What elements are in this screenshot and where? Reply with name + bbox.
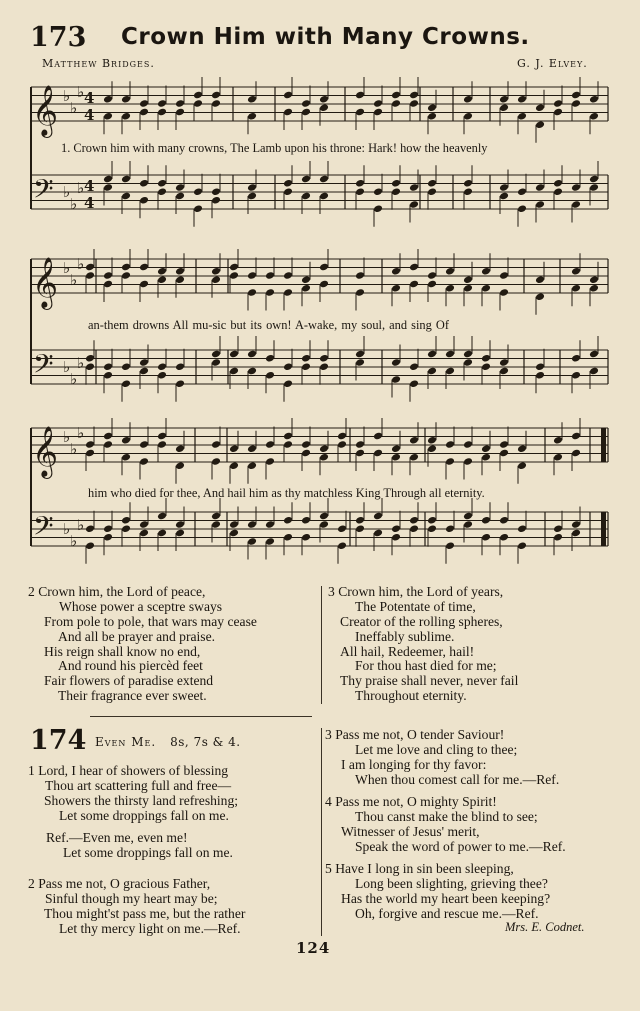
verse-line: Speak the word of power to me.—Ref. <box>355 838 566 854</box>
flat-icon: ♭ <box>63 183 71 201</box>
hymn-174-verse-5 <box>325 862 550 922</box>
verse-line: Long been slighting, grieving thee? <box>355 875 548 891</box>
bass-clef-icon: 𝄢 <box>33 173 54 211</box>
flat-icon: ♭ <box>63 259 71 277</box>
flat-icon: ♭ <box>70 532 78 550</box>
hymn-173-verse-2 <box>28 585 257 704</box>
verse-line: All hail, Redeemer, hail! <box>340 643 475 659</box>
hymn-174-refrain <box>46 831 233 861</box>
flat-icon: ♭ <box>63 87 71 105</box>
verse-line: Fair flowers of paradise extend <box>44 673 214 689</box>
column-divider <box>321 586 322 704</box>
flat-icon: ♭ <box>77 179 85 197</box>
verse-line: Throughout eternity. <box>355 688 467 704</box>
flat-icon: ♭ <box>77 354 85 372</box>
flat-icon: ♭ <box>63 428 71 446</box>
flat-icon: ♭ <box>77 83 85 101</box>
verse-line: Thou canst make the blind to see; <box>355 808 538 824</box>
verse-line: From pole to pole, that wars may cease <box>44 613 257 629</box>
hymn-174-meta <box>95 735 241 749</box>
bass-clef-icon: 𝄢 <box>33 348 54 386</box>
verse-line: The Potentate of time, <box>355 598 476 614</box>
lyrics-line-2: an-them drowns All mu-sic but its own! A-wake, my soul, and sing Of <box>88 318 449 332</box>
verse-line: Ineffably sublime. <box>355 628 455 644</box>
verse-line: Their fragrance ever sweet. <box>58 688 207 704</box>
verse-line: Thou might'st pass me, but the rather <box>44 905 246 921</box>
flat-icon: ♭ <box>63 358 71 376</box>
verse-line: 2 Pass me not, O gracious Father, <box>28 876 211 891</box>
flat-icon: ♭ <box>77 424 85 442</box>
flat-icon: ♭ <box>70 370 78 388</box>
treble-clef-icon: 𝄞 <box>32 426 59 477</box>
flat-icon: ♭ <box>70 271 78 289</box>
verse-line: 3 Pass me not, O tender Saviour! <box>325 727 505 742</box>
verse-line: Oh, forgive and rescue me.—Ref. <box>355 905 539 921</box>
verse-line: Let thy mercy light on me.—Ref. <box>59 920 241 936</box>
verse-line: 4 Pass me not, O mighty Spirit! <box>325 794 497 809</box>
hymn-174-verse-2 <box>28 877 245 937</box>
music-credit: G. J. Elvey. <box>517 57 588 70</box>
verse-line: Thy praise shall never, never fail <box>340 673 519 689</box>
verse-line: Thou art scattering full and free— <box>45 777 232 793</box>
final-bar <box>601 512 606 546</box>
verse-line: His reign shall know no end, <box>44 643 201 659</box>
hymn-173-verse-3 <box>328 585 518 704</box>
hymn-174-number: 174 <box>30 725 87 756</box>
flat-icon: ♭ <box>70 195 78 213</box>
verse-line: 2 Crown him, the Lord of peace, <box>28 584 206 599</box>
verse-line: Sinful though my heart may be; <box>45 890 218 906</box>
verse-line: Has the world my heart been keeping? <box>341 890 551 906</box>
bass-clef-icon: 𝄢 <box>33 510 54 548</box>
treble-clef-icon: 𝄞 <box>32 85 59 136</box>
verse-line: When thou comest call for me.—Ref. <box>355 771 560 787</box>
lyrics-line-3: him who died for thee, And hail him as thy matchless King Through all eternity. <box>88 486 485 500</box>
verse-line: Let some droppings fall on me. <box>63 844 233 860</box>
verse-line: For thou hast died for me; <box>355 658 497 674</box>
verse-line: 5 Have I long in sin been sleeping, <box>325 861 514 876</box>
verse-line: Let some droppings fall on me. <box>59 807 229 823</box>
treble-clef-icon: 𝄞 <box>32 257 59 308</box>
time-signature-numerator: 4 <box>84 177 95 195</box>
verse-line: Let me love and cling to thee; <box>355 741 518 757</box>
verse-line: Showers the thirsty land refreshing; <box>44 792 239 808</box>
verse-line: Witnesser of Jesus' merit, <box>341 823 480 839</box>
hymn-173-number: 173 <box>30 22 87 53</box>
time-signature-numerator: 4 <box>84 89 95 107</box>
page-number: 124 <box>296 939 331 957</box>
verse-line: I am longing for thy favor: <box>341 756 487 772</box>
hymn-174-verse-4 <box>325 795 566 855</box>
flat-icon: ♭ <box>63 520 71 538</box>
hymn-173-title: Crown Him with Many Crowns. <box>121 24 530 50</box>
verse-line: And all be prayer and praise. <box>58 628 216 644</box>
verse-line: Ref.—Even me, even me! <box>46 830 188 845</box>
flat-icon: ♭ <box>70 99 78 117</box>
time-signature-denominator: 4 <box>84 106 95 124</box>
time-signature-denominator: 4 <box>84 194 95 212</box>
final-bar <box>601 428 606 462</box>
lyrics-line-1: 1. Crown him with many crowns, The Lamb upon his throne: Hark! how the heavenly <box>61 141 488 155</box>
words-credit: Matthew Bridges. <box>42 57 155 70</box>
tune-name: Even Me. <box>95 735 157 749</box>
verse-line: 1 Lord, I hear of showers of blessing <box>28 763 229 778</box>
verse-line: And round his piercèd feet <box>58 658 203 674</box>
flat-icon: ♭ <box>77 255 85 273</box>
hymn-174-author: Mrs. E. Codnet. <box>505 920 585 934</box>
verse-line: 3 Crown him, the Lord of years, <box>328 584 504 599</box>
hymn-174-verse-1 <box>28 764 238 824</box>
verse-line: Whose power a sceptre sways <box>59 598 223 614</box>
hymn-divider <box>90 716 312 717</box>
verse-line: Creator of the rolling spheres, <box>340 613 503 629</box>
hymn-174-verse-3 <box>325 728 559 788</box>
flat-icon: ♭ <box>77 516 85 534</box>
column-divider <box>321 728 322 936</box>
meter: 8s, 7s & 4. <box>170 735 241 749</box>
flat-icon: ♭ <box>70 440 78 458</box>
